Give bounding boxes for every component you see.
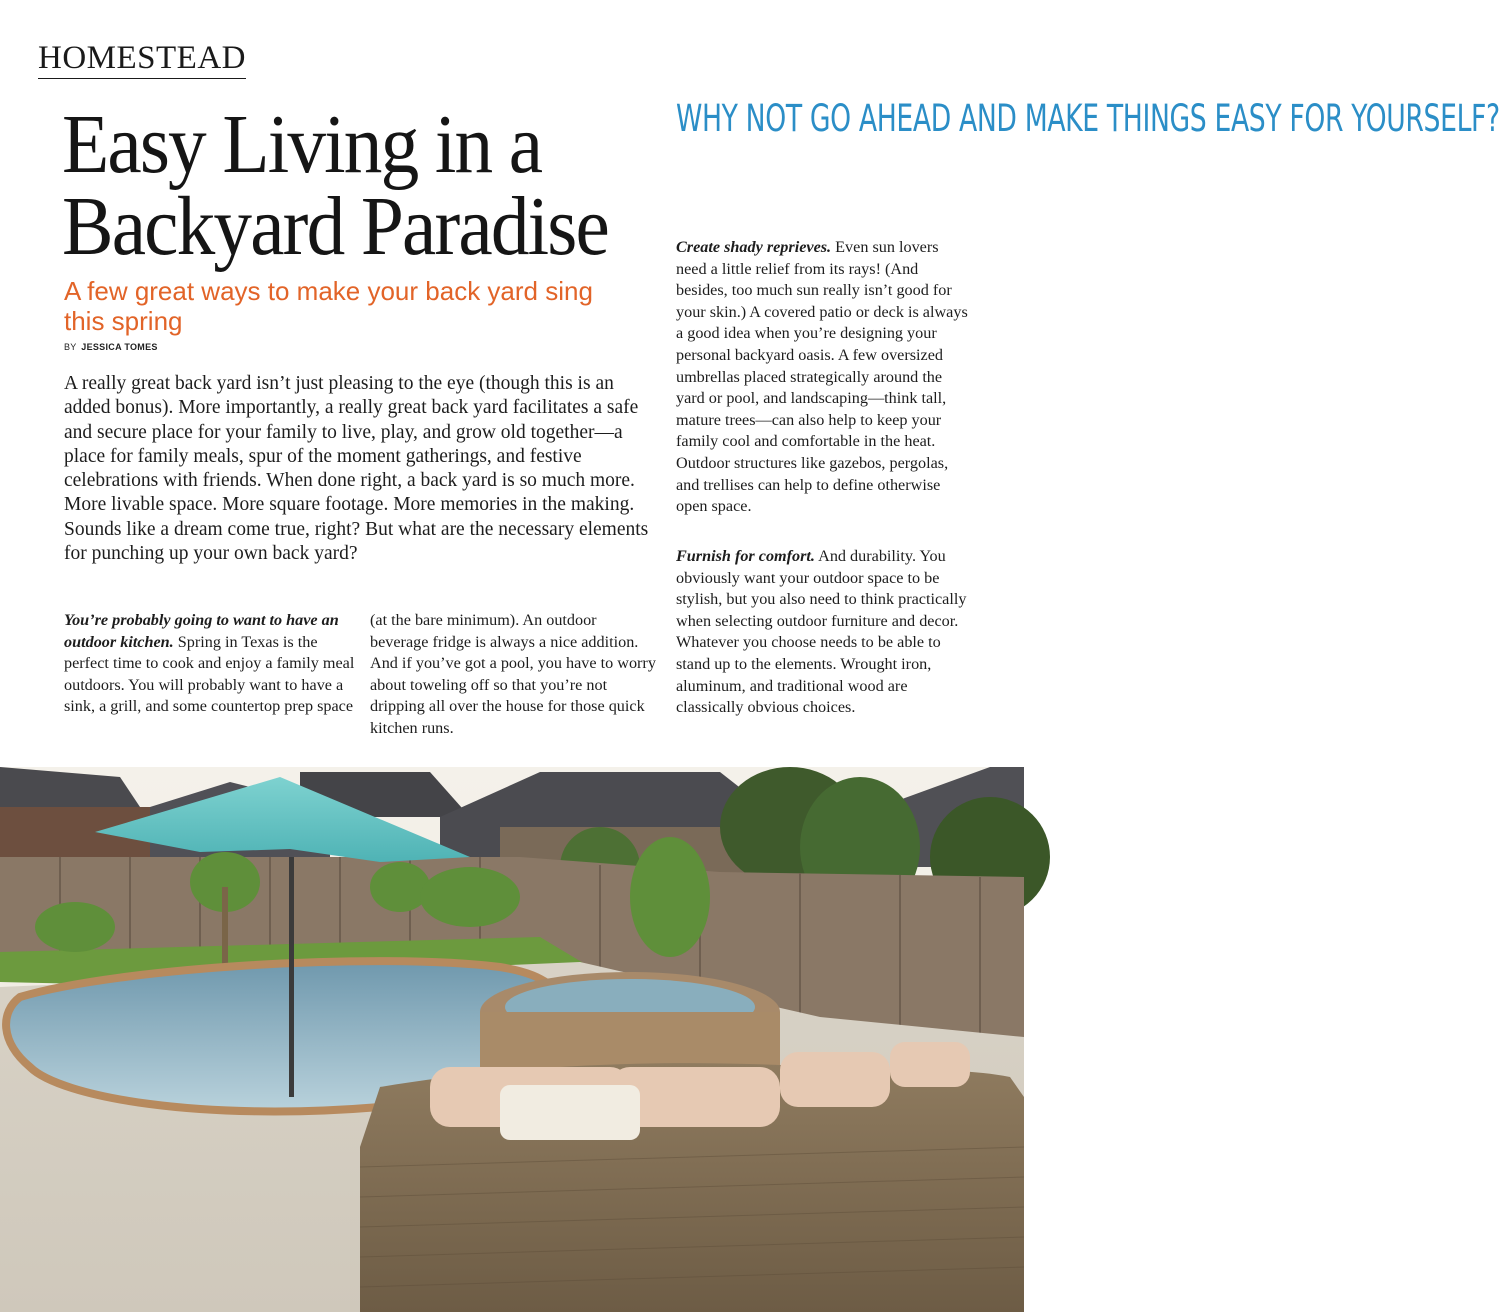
kitchen-text: Spring in Texas is the perfect time to cook and enjoy a family meal outdoors. You will probably want to have a sink, a grill, and some countertop prep space <box>64 632 355 716</box>
section-label: HOMESTEAD <box>38 42 246 79</box>
backyard-pool-photo <box>0 767 1024 1312</box>
furnish-text: And durability. You obviously want your outdoor space to be stylish, but you also need to think practically when selecting outdoor furniture and decor. Whatever you choose needs to be able to stand up to the elements. Wrought iron, aluminum, and traditional wood are classically obvious choices. <box>676 547 967 717</box>
furnish-lead: Furnish for comfort. <box>676 547 815 565</box>
kitchen-paragraph-continued: (at the bare minimum). An outdoor beverage fridge is always a nice addition. And if you’ve got a pool, you have to worry about toweling off so that you’re not dripping all over the house for those quick kitchen runs. <box>370 611 656 737</box>
byline-prefix: BY <box>64 342 77 352</box>
pull-quote: WHY NOT GO AHEAD AND MAKE THINGS EASY FOR YOURSELF? <box>676 97 1500 140</box>
deck-subtitle: A few great ways to make your back yard sing this spring <box>64 276 593 336</box>
byline <box>64 342 158 352</box>
kitchen-paragraph <box>64 610 356 718</box>
intro-paragraph: A really great back yard isn’t just pleasing to the eye (though this is an added bonus). More importantly, a really great back yard facilitates a safe and secure place for your family to live, play, and grow old together—a place for family meals, spur of the moment gatherings, and festive celebrations with friends. When done right, a back yard is so much more. More livable space. More square footage. More memories in the making. Sounds like a dream come true, right? But what are the necessary elements for punching up your own back yard? <box>64 373 649 565</box>
furnish-paragraph <box>676 546 970 719</box>
headline: Easy Living in a Backyard Paradise <box>62 98 608 273</box>
shade-lead: Create shady reprieves. <box>676 238 832 256</box>
byline-author: JESSICA TOMES <box>81 342 158 352</box>
shade-paragraph <box>676 237 970 518</box>
shade-text: Even sun lovers need a little relief from its rays! (And besides, too much sun really isn’t good for your skin.) A covered patio or deck is always a good idea when you’re designing your personal backyard oasis. A few oversized umbrellas placed strategically around the yard or pool, and landscaping—think tall, mature trees—can also help to keep your family cool and comfortable in the heat. Outdoor structures like gazebos, pergolas, and trellises can help to define otherwise open space. <box>676 238 968 516</box>
kitchen-lead: You’re probably going to want to have an outdoor kitchen. <box>64 611 339 651</box>
